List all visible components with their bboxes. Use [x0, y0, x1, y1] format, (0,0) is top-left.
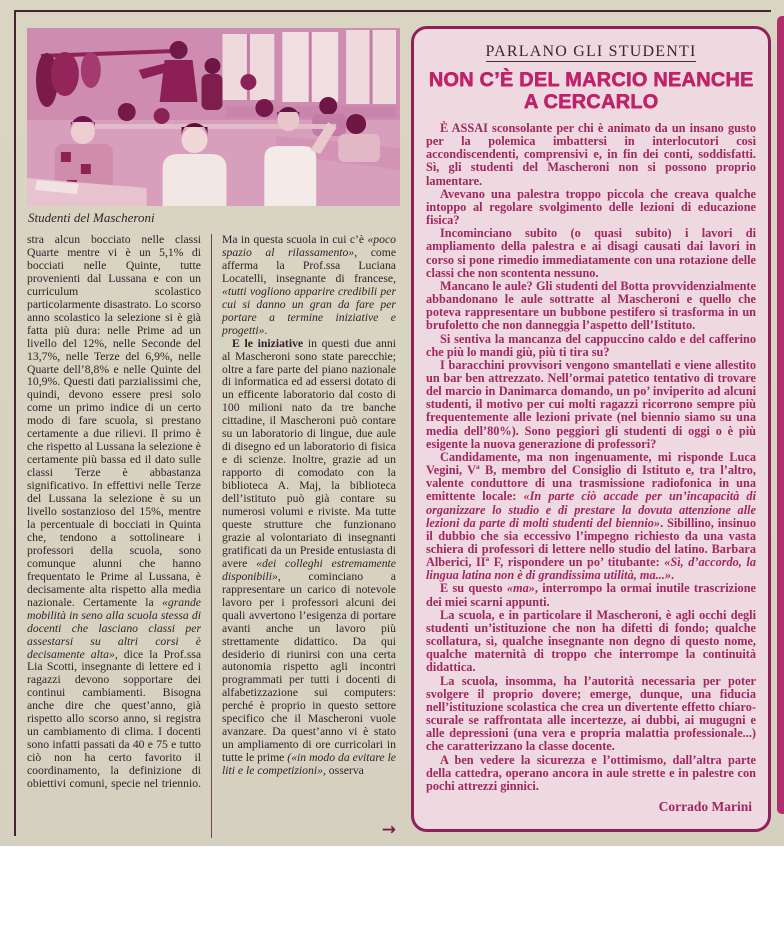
photo-caption: Studenti del Mascheroni — [28, 210, 155, 225]
adjacent-page-border — [777, 16, 784, 814]
box-paragraph: I baracchini provvisori vengono smantellati e viene allestito un bar ben attrezzato. Nell’ormai patetico tentativo di trovare del marcio in Danimarca domando, un po’ inviperito ad alcuni studenti, il motivo per cui molti ragazzi ricorrono sempre più frequentemente alle lezioni private (nel biennio siamo su una media dell’80%). Sono peggiori gli studenti di oggi o è più esigente la nuova generazione di professori? — [426, 357, 756, 451]
classroom-photo-art — [27, 28, 400, 206]
continuation-arrow-icon: → — [381, 820, 396, 840]
box-paragraph: È ASSAI sconsolante per chi è animato da un insano gusto per la polemica imbattersi in interlocutori così accondiscendenti, comprensivi e, in fin dei conti, soddisfatti. Sì, gli studenti del Mascheroni non si possono proprio lamentare. — [426, 121, 756, 188]
box-paragraph: E su questo «ma», interrompo la ormai inutile trascrizione dei miei scarni appunti. — [426, 581, 756, 609]
page-left-rule — [14, 10, 16, 836]
box-paragraph: Si sentiva la mancanza del cappuccino caldo e del cafferino che più lo mandi giù, più ti tira su? — [426, 331, 756, 359]
page-top-rule — [15, 10, 771, 12]
classroom-photo — [27, 28, 400, 206]
box-kicker — [426, 43, 756, 61]
students-opinion-box — [411, 26, 771, 832]
article-paragraph: stra alcun bocciato nelle classi Quarte mentre vi è un 5,1% di bocciati nelle Quinte, tutte provenienti dal Lussana e con un curriculum scolastico particolarmente disastrato. Lo scorso anno scolastico la selezione si è già fatta più dura: nelle Prime ad un livello del 12%, nelle Seconde del 13,7%, nelle Terze del 6,9%, nelle Quarte dell’8,8% e nelle Quinte del 10,9%. Questi dati parzialissimi che, quindi, devono essere presi solo come un primo indice di un certo modo di fare scuola, si prestano certamente a due rilievi. Il primo è che rispetto al Lussana la selezione è certamente più bassa ed il dato sulle classi Terze è abbastanza significativo. In effettivi nelle Terze del Lussana la selezione è su un livello sostanzioso del 15%, mentre la percentuale di bocciati in Quinta che, tendono a sottolineare i professori della scuola, sono comunque alunni che hanno frequentato le Prime al Lussana, è decisamente alta rispetto alla media nazionale. Certamente la «grande mobilità in seno alla scuola stessa di docenti che lasciano classi per assestarsi su altri corsi è decisamente alta», dice la Prof.ssa Lia Scotti, insegnante di lettere ed i ragazzi devono sopportare dei continui cambiamenti. Bisogna anche dire che quest’anno, già rispetto allo scorso anno, si registra un cambiamento di clima. I docenti sono infatti passati da 40 e 75 e tutto ciò non ha certo favorito il coordinamento, la definizione di obiettivi comuni, specie nel triennio. Ma in questa scuola in cui c’è «poco spazio al rilassamento», come afferma la Prof.ssa Luciana Locatelli, insegnante di francese, «tutti vogliono apparire credibili per cui si danno un gran da fare per portare a termine iniziative e progetti». — [27, 234, 396, 791]
box-paragraph: Avevano una palestra troppo piccola che creava qualche intoppo al regolare svolgimento delle lezioni di educazione fisica? — [426, 186, 756, 228]
box-paragraph: A ben vedere la sicurezza e l’ottimismo, dall’altra parte della cattedra, operano ancora in aule strette e in palestre con pochi attrezzi ginnici. — [426, 752, 756, 793]
box-paragraph: La scuola, insomma, ha l’autorità necessaria per poter svolgere il proprio dovere; emerge, dunque, una fiducia nell’istituzione scolastica che crea un divertente effetto chiaro-scurale se raffrontata alle incertezze, ai dubbi, ai mugugni e alle depressioni (una vera e propria malattia professionale...) che caratterizzano la classe docente. — [426, 673, 756, 754]
article-paragraph: E le iniziative in questi due anni al Mascheroni sono state parecchie; oltre a fare parte del piano nazionale di informatica ed ad essersi dotato di un efficente laboratorio dal costo di 100 milioni nato da tre banche cittadine, il Mascheroni può contare su un laboratorio di lingue, due aule di disegno ed un laboratorio di fisica e di scienze. Inoltre, grazie ad un rapporto di comodato con la biblioteca A. Maj, la biblioteca dell’istituto può già contare su numerosi volumi e riviste. Ma tutte queste strutture che funzionano grazie al volontariato di insegnanti gratificati da un Preside entusiasta di avere «dei colleghi estremamente disponibili», cominciano a rappresentare un carico di notevole lavoro per i professori alcuni dei quali avvertono l’esigenza di portare avanti anche un lavoro più strettamente didattico. Da qui desiderio di riunirsi con una certa autonomia rispetto agli incontri programmati per tutti i docenti di alfabetizzazione sui computers: perché è proprio in questo settore specifico che il Mascheroni vuole avanzare. Da quest’anno vi è stato un ampliamento di ore curricolari in tutte le prime («in modo da evitare le liti e le competizioni», osserva — [222, 336, 396, 778]
article-columns — [27, 234, 396, 838]
box-body — [426, 122, 756, 793]
box-paragraph: Incominciano subito (o quasi subito) i lavori di ampliamento della palestra e ai disagi causati dai lavori in corso si pone rimedio immediatamente con una rotazione delle classi che non scontenta nessuno. — [426, 226, 756, 280]
author-byline: Corrado Marini — [658, 798, 752, 814]
box-paragraph: Mancano le aule? Gli studenti del Botta provvidenzialmente abbandonano le aule sottratte al Mascheroni e quello che poteva rappresentare un bubbone pestifero si trasforma in un brufoletto che non danneggia l’aspetto dell’Istituto. — [426, 278, 756, 333]
box-paragraph: Candidamente, ma non ingenuamente, mi risponde Luca Vegini, Vª B, membro del Consiglio di Istituto e, tra l’altro, valente conduttore di una trasmissione radiofonica in una emittente locale: «In parte ciò accade per un’incapacità di organizzare lo studio e di prestare la dovuta attenzione alle lezioni da parte di molti studenti del biennio». Sibillino, insinuo il dubbio che sia eccessivo l’impegno richiesto da una vasta schiera di professori di lettere nello studio del latino. Barbara Alberici, IIª F, rispondere un po’ titubante: «Sì, d’accordo, la lingua latina non è di grandissima utilità, ma...». — [426, 449, 756, 583]
box-headline: NON C’È DEL MARCIO NEANCHE A CERCARLO — [428, 69, 754, 113]
box-kicker-label: PARLANO GLI STUDENTI — [485, 43, 697, 60]
box-paragraph: La scuola, e in particolare il Mascheroni, è agli occhi degli studenti un’istituzione che non ha difetti di fondo; qualche scollatura, sì, qualche insegnante non degno di questo nome, qualche maternità di troppo che interrompe la continuità didattica. — [426, 607, 756, 675]
